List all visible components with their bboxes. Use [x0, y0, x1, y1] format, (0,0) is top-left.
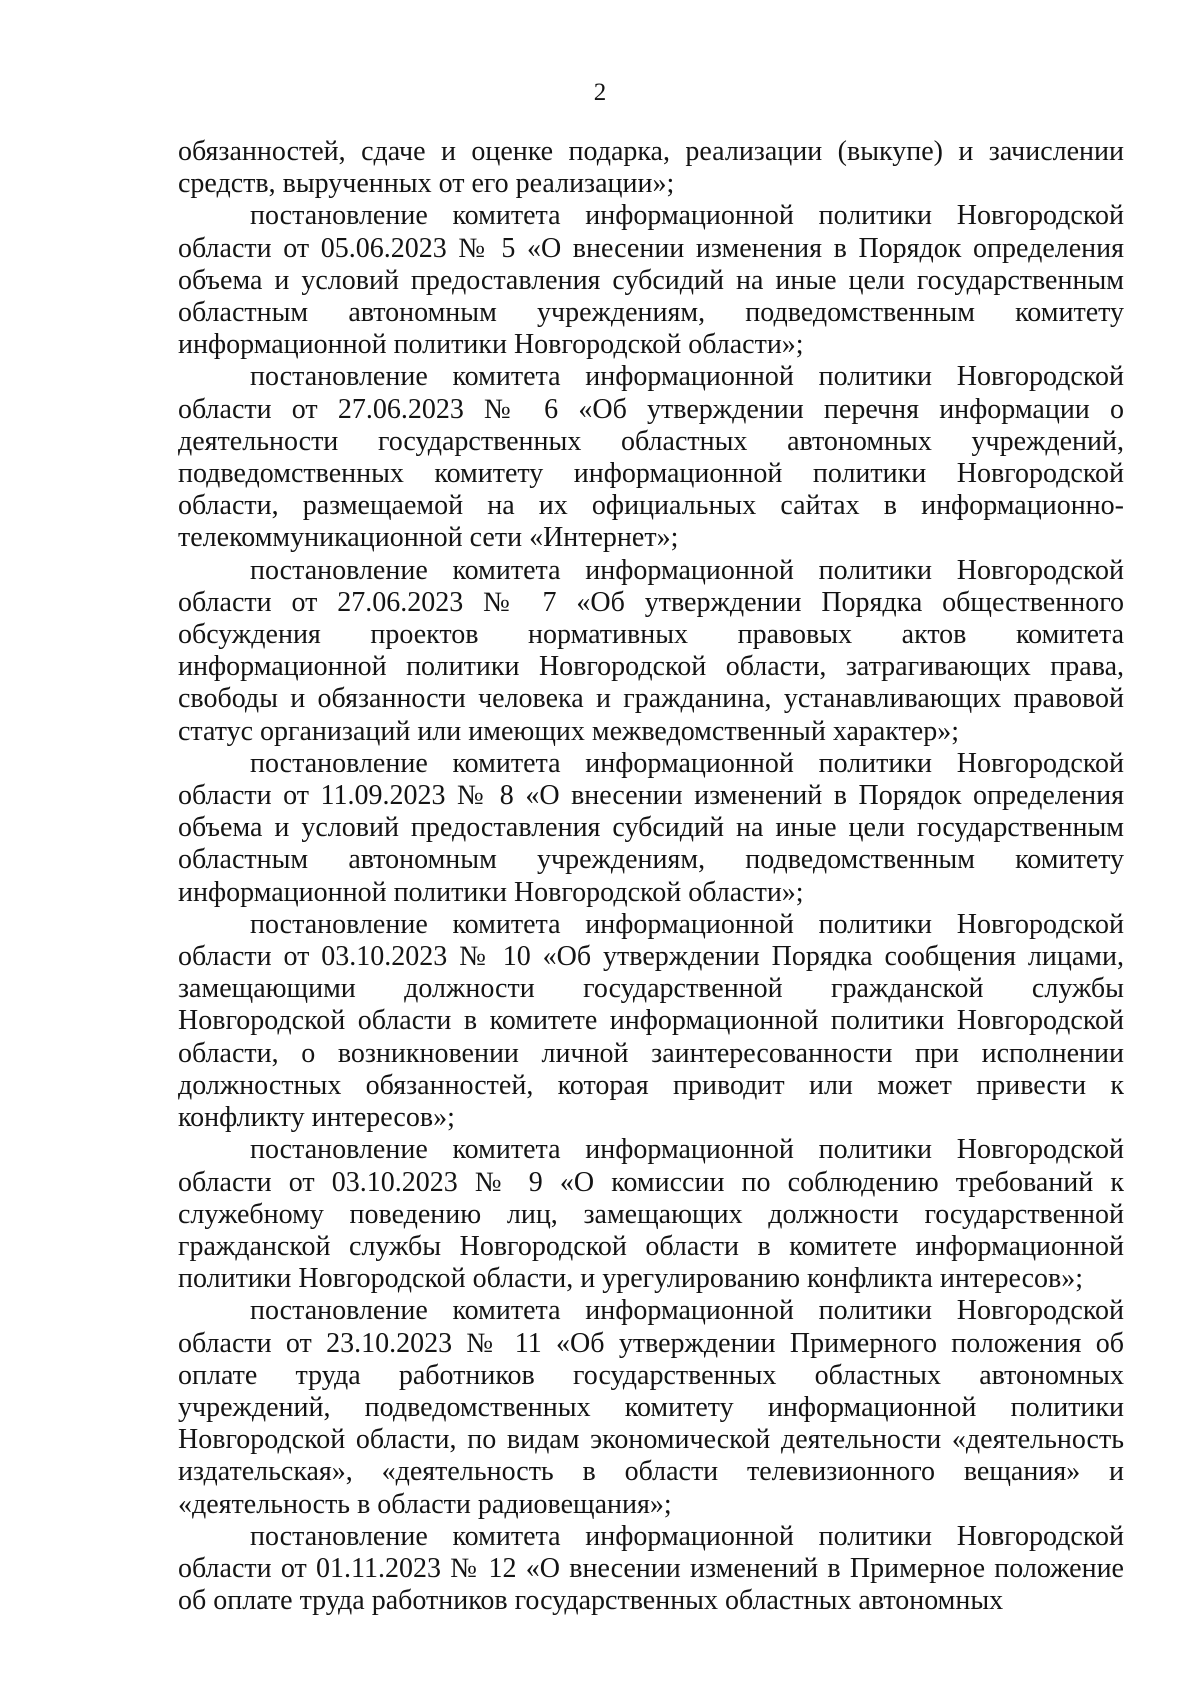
- paragraph-resolution-no9: постановление комитета информационной политики Новгородской области от 03.10.2023 № 9 «О комиссии по соблюдению требований к служебному поведению лиц, замещающих должности государственной гражданской службы Новгородской области в комитете информационной политики Новгородской области, и урегулированию конфликта интересов»;: [178, 1134, 1124, 1295]
- paragraph-resolution-no12: постановление комитета информационной политики Новгородской области от 01.11.2023 № 12 «О внесении изменений в Примерное положение об оплате труда работников государственных областных автономных: [178, 1520, 1124, 1617]
- paragraph-resolution-no8: постановление комитета информационной политики Новгородской области от 11.09.2023 № 8 «О внесении изменений в Порядок определения объема и условий предоставления субсидий на иные цели государственным областным автономным учреждениям, подведомственным комитету информационной политики Новгородской области»;: [178, 747, 1124, 908]
- paragraph-resolution-no11: постановление комитета информационной политики Новгородской области от 23.10.2023 № 11 «Об утверждении Примерного положения об оплате труда работников государственных областных автономных учреждений, подведомственных комитету информационной политики Новгородской области, по видам экономической деятельности «деятельность издательская», «деятельность в области телевизионного вещания» и «деятельность в области радиовещания»;: [178, 1295, 1124, 1520]
- paragraph-resolution-no7: постановление комитета информационной политики Новгородской области от 27.06.2023 № 7 «Об утверждении Порядка общественного обсуждения проектов нормативных правовых актов комитета информационной политики Новгородской области, затрагивающих права, свободы и обязанности человека и гражданина, устанавливающих правовой статус организаций или имеющих межведомственный характер»;: [178, 554, 1124, 747]
- page-number: 2: [593, 79, 607, 106]
- paragraph-resolution-no10: постановление комитета информационной политики Новгородской области от 03.10.2023 № 10 «Об утверждении Порядка сообщения лицами, замещающими должности государственной гражданской службы Новгородской области в комитете информационной политики Новгородской области, о возникновении личной заинтересованности при исполнении должностных обязанностей, которая приводит или может привести к конфликту интересов»;: [178, 908, 1124, 1134]
- paragraph-resolution-no5: постановление комитета информационной политики Новгородской области от 05.06.2023 № 5 «О внесении изменения в Порядок определения объема и условий предоставления субсидий на иные цели государственным областным автономным учреждениям, подведомственным комитету информационной политики Новгородской области»;: [178, 200, 1124, 361]
- paragraph-continuation: обязанностей, сдаче и оценке подарка, реализации (выкупе) и зачислении средств, вырученных от его реализации»;: [178, 136, 1124, 200]
- document-body: [178, 136, 1124, 1617]
- paragraph-resolution-no6: постановление комитета информационной политики Новгородской области от 27.06.2023 № 6 «Об утверждении перечня информации о деятельности государственных областных автономных учреждений, подведомственных комитету информационной политики Новгородской области, размещаемой на их официальных сайтах в информационно-телекоммуникационной сети «Интернет»;: [178, 361, 1124, 554]
